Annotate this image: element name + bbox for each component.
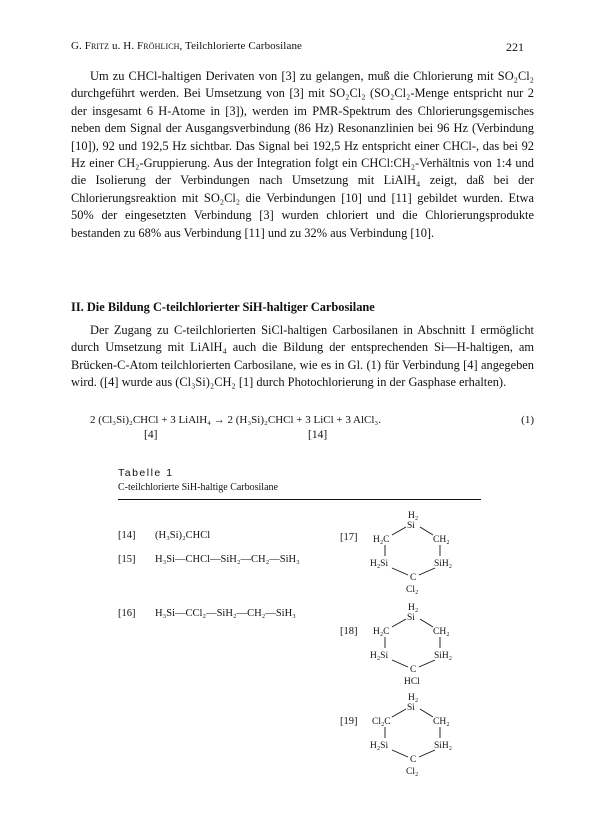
entry-formula: H₃Si—CCl₂—SiH₂—CH₂—SiH₃	[155, 608, 296, 619]
equation-number: (1)	[521, 414, 534, 426]
article-short-title: , Teilchlorierte Carbosilane	[179, 40, 303, 52]
bond	[392, 660, 408, 667]
bond	[419, 568, 435, 575]
atom-bottom-c: C	[410, 573, 417, 583]
entry-number: [14]	[118, 530, 136, 541]
bond	[420, 619, 433, 627]
atom-bottom-substituent: Cl₂	[406, 767, 419, 777]
structure-17	[340, 508, 480, 598]
atom-top-h: H₂	[408, 603, 419, 613]
paragraph-chlorination: Um zu CHCl-haltigen Derivaten von [3] zu gelangen, muß die Chlorierung mit SO₂Cl₂ durchgeführt werden. Bei Umsetzung von [3] mit SO₂Cl₂ (SO₂Cl₂-Menge entspricht nur 2 der insgesamt 6 H-Atome in [3]), werden im PMR-Spektrum des Chlorierungsgemisches neben dem Signal der Ausgangsverbindung (86 Hz) Resonanzlinien bei 96 Hz (Verbindung [10]), 92 und 192,5 Hz sichtbar. Das Signal bei 192,5 Hz entspricht einer CHCl-, das bei 92 Hz einer CH₂-Gruppierung. Aus der Integration folgt ein CHCl:CH₂-Verhältnis von 1:4 und die Isolierung der Verbindungen nach Umsetzung mit LiAlH₄ zeigt, daß bei der Chlorierungsreaktion mit SO₂Cl₂ die Verbindungen [10] und [11] gebildet wurden. Etwa 50% der eingesetzten Verbindung [3] wurden chloriert und die Chlorierungsprodukte bestanden zu 68% aus Verbindung [11] und zu 32% aus Verbindung [10].	[71, 69, 534, 240]
table-entry-16	[118, 608, 296, 619]
bond	[392, 750, 408, 757]
bond	[392, 568, 408, 575]
atom-top-h: H₂	[408, 693, 419, 703]
table-rule	[118, 499, 481, 500]
bond	[392, 527, 406, 535]
structure-number: [19]	[340, 716, 358, 727]
bond	[420, 527, 433, 535]
atom-bottom-substituent: Cl₂	[406, 585, 419, 595]
atom-right-c: CH₂	[433, 535, 450, 545]
atom-si-top: Si	[407, 703, 415, 713]
ring-diagram	[340, 690, 480, 780]
table-label: Tabelle 1	[118, 467, 174, 479]
table-caption: C-teilchlorierte SiH-haltige Carbosilane	[118, 482, 278, 493]
atom-si-top: Si	[407, 613, 415, 623]
author-initial-2: u. H. F	[109, 40, 144, 52]
entry-number: [15]	[118, 554, 136, 565]
bond	[392, 619, 406, 627]
structure-18	[340, 600, 480, 690]
structure-number: [18]	[340, 626, 358, 637]
equation-references	[90, 429, 534, 445]
equation-1	[90, 414, 534, 445]
atom-right-si: SiH₂	[434, 651, 453, 661]
section-heading: II. Die Bildung C-teilchlorierter SiH-haltiger Carbosilane	[71, 300, 375, 314]
atom-si-top: Si	[407, 521, 415, 531]
running-head	[71, 40, 524, 55]
structure-19	[340, 690, 480, 780]
bond	[420, 709, 433, 717]
atom-left-si: H₂Si	[370, 651, 389, 661]
atom-bottom-substituent: HCl	[404, 677, 420, 687]
equation-ref-right: [14]	[308, 429, 328, 441]
atom-left-c: Cl₂C	[372, 717, 391, 727]
atom-bottom-c: C	[410, 665, 417, 675]
atom-bottom-c: C	[410, 755, 417, 765]
atom-right-si: SiH₂	[434, 741, 453, 751]
table-entry-15	[118, 554, 300, 565]
running-title	[71, 40, 302, 55]
table-entry-14	[118, 530, 210, 541]
entry-formula: H₃Si—CHCl—SiH₂—CH₂—SiH₃	[155, 554, 300, 565]
ring-diagram	[340, 600, 480, 690]
ring-diagram	[340, 508, 480, 598]
atom-left-si: H₂Si	[370, 559, 389, 569]
bond	[392, 709, 406, 717]
structure-number: [17]	[340, 532, 358, 543]
page-number: 221	[506, 40, 524, 54]
atom-left-c: H₂C	[373, 627, 390, 637]
entry-number: [16]	[118, 608, 136, 619]
paragraph-section-two: Der Zugang zu C-teilchlorierten SiCl-haltigen Carbosilanen in Abschnitt I ermöglicht durch Umsetzung mit LiAlH₄ auch die Bildung der entsprechenden Si—H-haltigen, am Brücken-C-Atom teilchlorierten Carbosilane, wie es in Gl. (1) für Verbindung [4] angegeben wird. ([4] wurde aus (Cl₃Si)₂CH₂ [1] durch Photochlorierung in der Gasphase erhalten).	[71, 323, 534, 390]
entry-formula: (H₃Si)₂CHCl	[155, 530, 211, 541]
atom-left-c: H₂C	[373, 535, 390, 545]
atom-right-c: CH₂	[433, 627, 450, 637]
author-name-1: ritz	[90, 40, 110, 52]
atom-left-si: H₂Si	[370, 741, 389, 751]
equation-ref-left: [4]	[144, 429, 158, 441]
atom-top-h: H₂	[408, 511, 419, 521]
author-name-2: röhlich	[143, 40, 180, 52]
equation-text: 2 (Cl₃Si)₂CHCl + 3 LiAlH₄ → 2 (H₃Si)₂CHCl + 3 LiCl + 3 AlCl₃.	[90, 414, 381, 426]
atom-right-si: SiH₂	[434, 559, 453, 569]
atom-right-c: CH₂	[433, 717, 450, 727]
author-initial-1: G. F	[71, 40, 91, 52]
bond	[419, 660, 435, 667]
bond	[419, 750, 435, 757]
